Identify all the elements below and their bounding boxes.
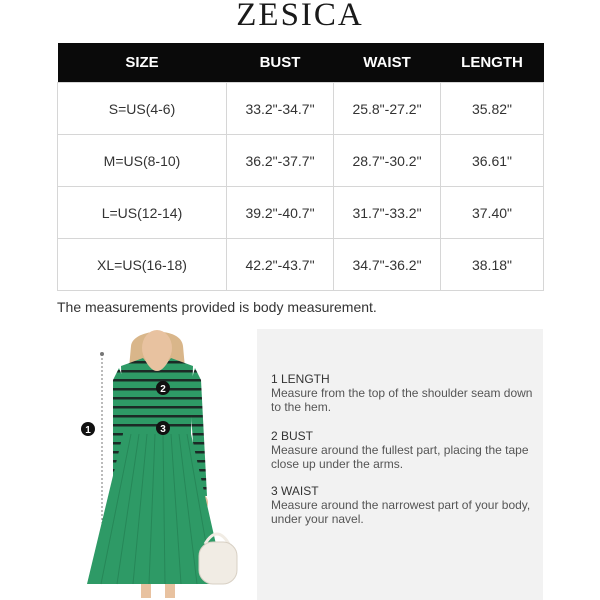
size-chart-table [57,43,544,291]
instruction-length-body: Measure from the top of the shoulder seam down to the hem. [271,386,533,414]
cell-waist: 25.8"-27.2" [334,83,441,135]
cell-bust: 33.2"-34.7" [227,83,334,135]
header-length: LENGTH [441,43,544,83]
cell-size: L=US(12-14) [58,187,227,239]
cell-bust: 42.2"-43.7" [227,239,334,291]
instruction-bust [271,429,533,471]
instruction-bust-heading: 2 BUST [271,429,314,443]
measurement-note: The measurements provided is body measurement. [57,299,377,315]
header-bust: BUST [227,43,334,83]
marker-2-label: 2 [160,384,166,395]
cell-length: 38.18" [441,239,544,291]
cell-length: 37.40" [441,187,544,239]
table-row [58,135,544,187]
model-figure [57,328,250,600]
cell-size: S=US(4-6) [58,83,227,135]
instruction-bust-body: Measure around the fullest part, placing the tape close up under the arms. [271,443,529,471]
cell-length: 36.61" [441,135,544,187]
right-leg [165,584,175,598]
table-row [58,187,544,239]
model-illustration [57,328,250,600]
cell-length: 35.82" [441,83,544,135]
cell-bust: 39.2"-40.7" [227,187,334,239]
header-waist: WAIST [334,43,441,83]
cell-waist: 28.7"-30.2" [334,135,441,187]
table-header-row [58,43,544,83]
table-row [58,239,544,291]
cell-waist: 31.7"-33.2" [334,187,441,239]
instruction-length [271,372,533,414]
instruction-waist-body: Measure around the narrowest part of your body, under your navel. [271,498,531,526]
cell-bust: 36.2"-37.7" [227,135,334,187]
left-leg [141,584,151,598]
cell-size: XL=US(16-18) [58,239,227,291]
instruction-waist [271,484,533,526]
marker-3-label: 3 [160,424,166,435]
length-line-top-dot [100,352,104,356]
table-row [58,83,544,135]
handbag [199,542,237,584]
cell-waist: 34.7"-36.2" [334,239,441,291]
brand-title: ZESICA [236,0,364,33]
instruction-length-heading: 1 LENGTH [271,372,330,386]
cell-size: M=US(8-10) [58,135,227,187]
measurement-instructions-panel [257,329,543,600]
header-size: SIZE [58,43,227,83]
marker-1-label: 1 [85,425,91,436]
instruction-waist-heading: 3 WAIST [271,484,319,498]
